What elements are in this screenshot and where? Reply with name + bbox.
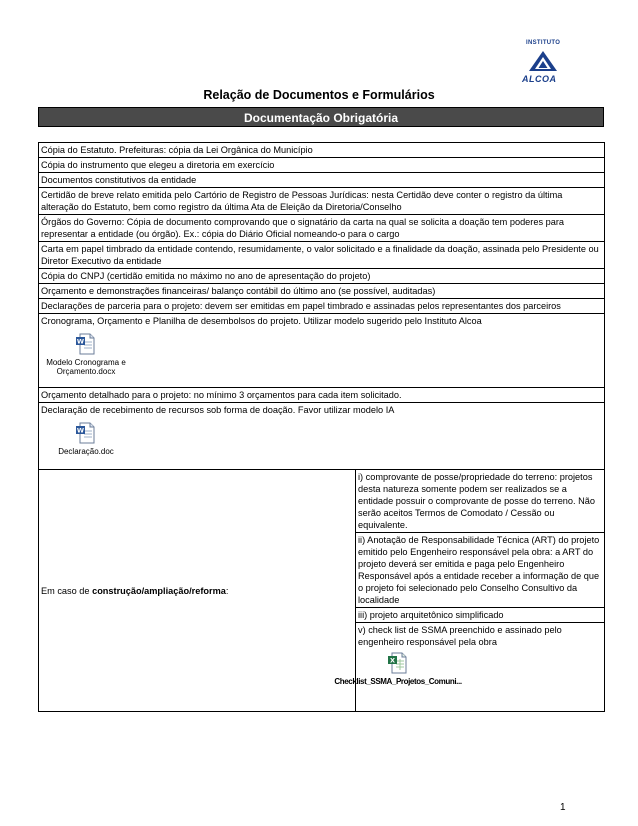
construcao-item: v) check list de SSMA preenchido e assinado pelo engenheiro responsável pela obra (358, 625, 562, 647)
table-row (39, 284, 605, 299)
svg-text:X: X (389, 656, 396, 665)
cronograma-attachment[interactable] (41, 333, 131, 384)
row-text: Cópia do instrumento que elegeu a diretoria em exercício (39, 158, 605, 173)
documents-table (38, 142, 605, 712)
label-prefix: Em caso de (41, 585, 93, 596)
construcao-item: iii) projeto arquitetônico simplificado (356, 608, 605, 623)
label-bold: construção/ampliação/reforma (92, 585, 226, 596)
row-text: Certidão de breve relato emitida pelo Cartório de Registro de Pessoas Jurídicas: nesta Certidão deve conter o registro da última alteração do Estatuto, bem como registro da última Ata de Eleição da Diretoria/Conselho (39, 188, 605, 215)
table-row (39, 215, 605, 242)
row-text: Carta em papel timbrado da entidade contendo, resumidamente, o valor solicitado e a finalidade da doação, assinada pelo Presidente ou Diretor Executivo da entidade (39, 242, 605, 269)
svg-text:W: W (76, 426, 85, 435)
word-document-icon (75, 333, 97, 355)
logo-name: ALCOA (522, 74, 557, 84)
row-text: Declaração de recebimento de recursos sob forma de doação. Favor utilizar modelo IA (41, 405, 395, 415)
row-text: Órgãos do Governo: Cópia de documento comprovando que o signatário da carta na qual se solicita a doação tem poderes para representar a entidade (ou órgão). Ex.: cópia do Diário Oficial nomeando-o para o cargo (39, 215, 605, 242)
table-row (39, 242, 605, 269)
attachment-label: Declaração.doc (58, 447, 114, 456)
svg-text:W: W (76, 337, 85, 346)
checklist-attachment[interactable] (334, 652, 462, 708)
alcoa-logo-icon (528, 50, 558, 72)
table-row (39, 388, 605, 403)
table-row (39, 269, 605, 284)
checklist-cell (334, 623, 605, 712)
row-text: Declarações de parceria para o projeto: devem ser emitidas em papel timbrado e assinadas pelos representantes dos parceiros (39, 299, 605, 314)
table-row (39, 299, 605, 314)
row-text: Documentos constitutivos da entidade (39, 173, 605, 188)
page-number: 1 (560, 802, 566, 813)
construcao-label (39, 470, 356, 712)
table-row (39, 470, 605, 533)
construcao-item: ii) Anotação de Responsabilidade Técnica (ART) do projeto emitido pelo Engenheiro responsável pela obra: a ART do projeto deverá ser emitida e paga pelo Engenheiro Responsável após a entidade receber a informação de que o projeto foi selecionado pelo Conselho Consultivo da localidade (356, 533, 605, 608)
row-text: Cronograma, Orçamento e Planilha de desembolsos do projeto. Utilizar modelo sugerido pelo Instituto Alcoa (41, 316, 482, 326)
declaracao-cell (39, 403, 605, 470)
cronograma-cell (39, 314, 605, 388)
table-row (39, 314, 605, 388)
table-row (39, 188, 605, 215)
logo-top-text: INSTITUTO (526, 40, 561, 46)
attachment-label: Modelo Cronograma e Orçamento.docx (46, 358, 126, 376)
row-text: Cópia do Estatuto. Prefeituras: cópia da Lei Orgânica do Município (39, 143, 605, 158)
attachment-label: Checklist_SSMA_Projetos_Comuni... (334, 677, 462, 686)
row-text: Orçamento e demonstrações financeiras/ balanço contábil do último ano (se possível, auditadas) (39, 284, 605, 299)
word-document-icon (75, 422, 97, 444)
label-suffix: : (225, 585, 229, 596)
section-heading: Documentação Obrigatória (38, 107, 604, 127)
table-row (39, 143, 605, 158)
table-row (39, 158, 605, 173)
table-row (39, 403, 605, 470)
instituto-alcoa-logo (514, 36, 574, 88)
row-text: Cópia do CNPJ (certidão emitida no máximo no ano de apresentação do projeto) (39, 269, 605, 284)
row-text: Orçamento detalhado para o projeto: no mínimo 3 orçamentos para cada item solicitado. (39, 388, 605, 403)
excel-document-icon (387, 652, 409, 674)
declaracao-attachment[interactable] (41, 422, 131, 466)
construcao-item: i) comprovante de posse/propriedade do terreno: projetos desta natureza somente podem ser realizados se a entidade possuir o comprovante de posse do terreno. Não serão aceitos Termos de Comodato / Cessão ou equivalente. (356, 470, 605, 533)
page-title: Relação de Documentos e Formulários (203, 88, 435, 102)
table-row (39, 173, 605, 188)
